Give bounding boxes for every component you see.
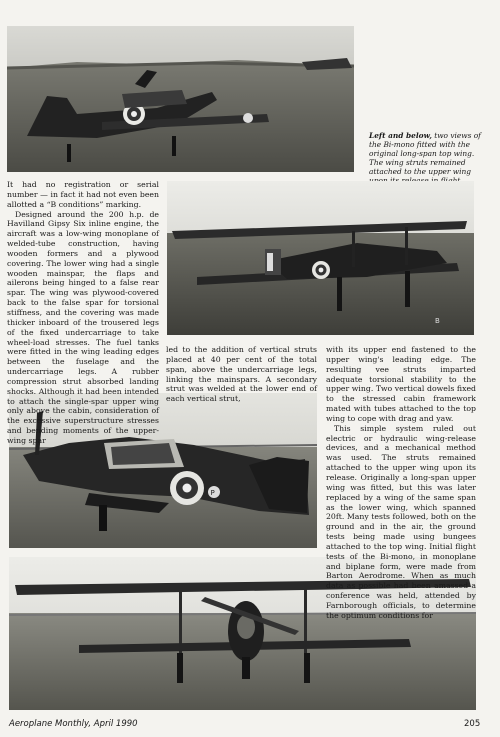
photo-bimono-ground-left-view <box>7 26 354 172</box>
page-number: 205 <box>464 719 481 729</box>
paragraph: led to the addition of vertical struts placed at 40 per cent of the total span, above the undercarriage legs, linking the mainspars. A secondary strut was welded at the lower end of each vertical strut, <box>166 345 317 404</box>
photo-bimono-biplane-front-view <box>167 181 474 335</box>
text-column-left <box>7 180 159 446</box>
paragraph: It had no registration or serial number — in fact it had not even been allotted a “B conditions” marking. <box>7 180 159 209</box>
cockade-letter: P <box>210 489 215 497</box>
text-column-right <box>326 345 476 621</box>
paragraph: with its upper end fastened to the upper wing's leading edge. The resulting vee struts imparted adequate torsional stability to the upper wing. Two vertical dowels fixed to the stressed cabin framework mated with tubes attached to the top wing to cope with drag and yaw. <box>326 345 476 423</box>
text-column-middle <box>166 345 317 404</box>
fin-letter: B <box>435 317 440 325</box>
paragraph: This simple system ruled out electric or hydraulic wing-release devices, and a mechanical method was used. The struts remained attached to the upper wing upon its release. Originally a long-span upper wing was fitted, but this was later replaced by a wing of the same span as the lower wing, which spanned 20ft. Many tests followed, both on the ground and in the air, the ground tests being made using bungees attached to the top wing. Initial flight tests of the Bi-mono, in monoplane and biplane form, were made from Barton Aerodrome. When as much data as possible had been amassed a conference was held, attended by Farnborough officials, to determine the optimum conditions for <box>326 423 476 620</box>
photo-caption <box>369 131 487 185</box>
caption-lead: Left and below, <box>369 131 432 140</box>
paragraph: Designed around the 200 h.p. de Havilland Gipsy Six inline engine, the aircraft was a low-wing monoplane of welded-tube construction, having wooden formers and a plywood covering. The lower wing had a single wooden mainspar, the flaps and ailerons being hinged to a false rear spar. The wing was plywood-covered back to the false spar for torsional stiffness, and the covering was made thicker inboard of the trousered legs of the fixed undercarriage to take wheel-load stresses. The fuel tanks were fitted in the wing leading edges between the fuselage and the undercarriage legs. A rubber compression strut absorbed landing shocks. Although it had been intended to attach the single-spar upper wing only above the cabin, consideration of the excessive superstructure stresses and bending moments of the upper-wing spar <box>7 209 159 445</box>
publication-footer: Aeroplane Monthly, April 1990 <box>9 719 138 729</box>
caption-text: two views of the Bi-mono fitted with the original long-span top wing. The wing struts remained attached to the upper wing <box>369 131 481 176</box>
